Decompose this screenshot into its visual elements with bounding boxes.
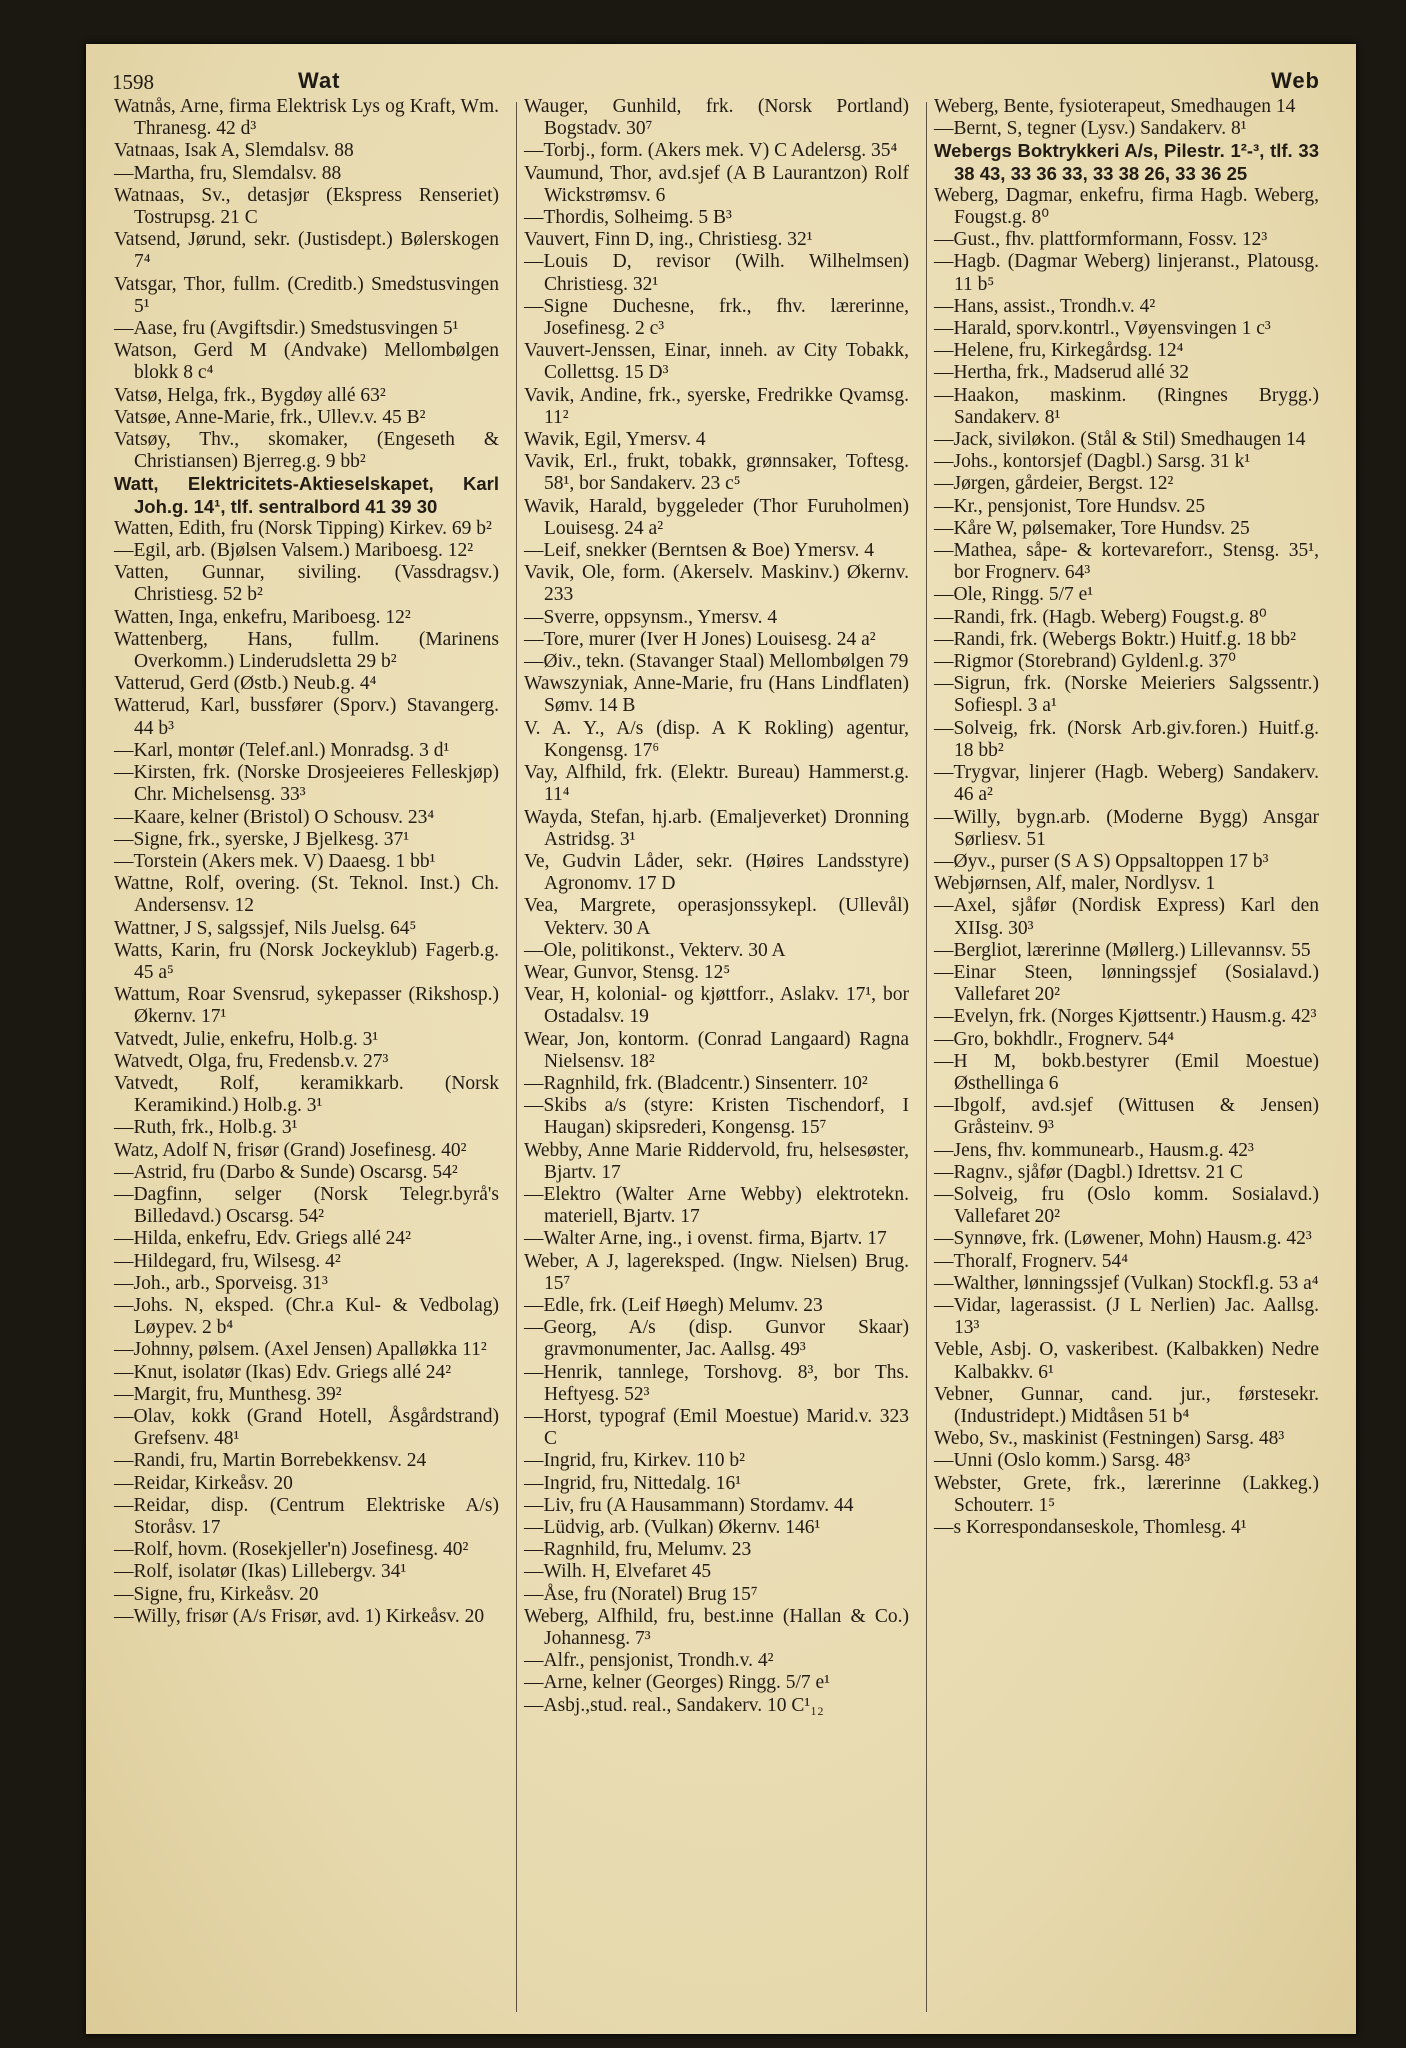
directory-entry: Vaumund, Thor, avd.sjef (A B Laurantzon) Rolf Wickstrømsv. 6: [524, 162, 909, 206]
directory-entry: Vatsø, Helga, frk., Bygdøy allé 63²: [114, 384, 386, 406]
directory-entry: Watvedt, Olga, fru, Fredensb.v. 27³: [114, 1050, 389, 1072]
directory-entry: —Jørgen, gårdeier, Bergst. 12²: [934, 473, 1174, 495]
directory-entry: Vavik, Ole, form. (Akerselv. Maskinv.) Økernv. 233: [524, 562, 909, 606]
directory-entry: —Ingrid, fru, Kirkev. 110 b²: [524, 1450, 746, 1472]
directory-entry: —Walther, lønningssjef (Vulkan) Stockfl.g. 53 a⁴: [934, 1272, 1319, 1294]
directory-entry: —Dagfinn, selger (Norsk Telegr.byrå's Billedavd.) Oscarsg. 54²: [114, 1183, 499, 1228]
directory-entry: Webster, Grete, frk., lærerinne (Lakkeg.) Schouterr. 1⁵: [934, 1472, 1319, 1516]
directory-entry: Vatsend, Jørund, sekr. (Justisdept.) Bølerskogen 7⁴: [114, 229, 499, 273]
page-header: [86, 58, 1356, 98]
column-divider: [516, 102, 517, 2012]
directory-entry: Weberg, Bente, fysioterapeut, Smedhaugen 14: [934, 96, 1296, 117]
directory-entry: —Helene, fru, Kirkegårdsg. 12⁴: [934, 340, 1184, 362]
directory-entry: —Louis D, revisor (Wilh. Wilhelmsen) Christiesg. 32¹: [524, 251, 909, 295]
directory-entry: —Unni (Oslo komm.) Sarsg. 48³: [934, 1450, 1191, 1472]
directory-entry: Watz, Adolf N, frisør (Grand) Josefinesg. 40²: [114, 1139, 467, 1161]
directory-entry: Webjørnsen, Alf, maler, Nordlysv. 1: [934, 873, 1216, 895]
directory-entry: Watts, Karin, fru (Norsk Jockeyklub) Fagerb.g. 45 a⁵: [114, 939, 499, 983]
directory-entry: —Mathea, såpe- & kortevareforr., Stensg. 35¹, bor Frognerv. 64³: [934, 540, 1319, 584]
directory-entry: —Signe, frk., syerske, J Bjelkesg. 37¹: [114, 828, 410, 850]
directory-entry: —Torstein (Akers mek. V) Daaesg. 1 bb¹: [114, 850, 436, 872]
directory-entry: —Jack, siviløkon. (Stål & Stil) Smedhaugen 14: [934, 429, 1306, 451]
directory-entry: Wattner, J S, salgssjef, Nils Juelsg. 64⁵: [114, 917, 417, 939]
directory-entry: Wattum, Roar Svensrud, sykepasser (Rikshosp.) Økernv. 17¹: [114, 984, 499, 1028]
directory-entry: —Ibgolf, avd.sjef (Wittusen & Jensen) Gråsteinv. 9³: [934, 1095, 1319, 1139]
directory-entry: Watnås, Arne, firma Elektrisk Lys og Kraft, Wm. Thranesg. 42 d³: [114, 96, 499, 140]
directory-entry: —Olav, kokk (Grand Hotell, Åsgårdstrand) Grefsenv. 48¹: [114, 1405, 499, 1450]
directory-entry: Wavik, Harald, byggeleder (Thor Furuholmen) Louisesg. 24 a²: [524, 495, 909, 539]
directory-entry: —Torbj., form. (Akers mek. V) C Adelersg. 35⁴: [524, 140, 898, 162]
directory-entry: —s Korrespondanseskole, Thomlesg. 4¹: [934, 1517, 1247, 1538]
directory-entry: —Evelyn, frk. (Norges Kjøttsentr.) Hausm.g. 42³: [934, 1006, 1317, 1028]
directory-entry: —Lüdvig, arb. (Vulkan) Økernv. 146¹: [524, 1517, 821, 1538]
directory-entry: —Henrik, tannlege, Torshovg. 8³, bor Ths. Heftyesg. 52³: [524, 1361, 909, 1405]
directory-entry: Vatten, Gunnar, siviling. (Vassdragsv.) Christiesg. 52 b²: [114, 562, 499, 606]
directory-entry: —Georg, A/s (disp. Gunvor Skaar) gravmonumenter, Jac. Aallsg. 49³: [524, 1317, 909, 1361]
directory-entry: Webby, Anne Marie Riddervold, fru, helsesøster, Bjartv. 17: [524, 1139, 909, 1183]
directory-entry: —Trygvar, linjerer (Hagb. Weberg) Sandakerv. 46 a²: [934, 762, 1319, 806]
directory-entry: —H M, bokb.bestyrer (Emil Moestue) Østhellinga 6: [934, 1050, 1319, 1094]
directory-entry: Watnaas, Sv., detasjør (Ekspress Renseriet) Tostrupsg. 21 C: [114, 184, 499, 229]
directory-entry: Vatterud, Gerd (Østb.) Neub.g. 4⁴: [114, 673, 377, 695]
directory-entry: Vebner, Gunnar, cand. jur., førstesekr. (Industridept.) Midtåsen 51 b⁴: [934, 1383, 1319, 1427]
directory-entry: Weber, A J, lagereksped. (Ingw. Nielsen) Brug. 15⁷: [524, 1250, 909, 1294]
directory-entry: —Solveig, frk. (Norsk Arb.giv.foren.) Huitf.g. 18 bb²: [934, 717, 1319, 761]
directory-entry: —Øyv., purser (S A S) Oppsaltoppen 17 b³: [934, 850, 1269, 872]
directory-entry: —Harald, sporv.kontrl., Vøyensvingen 1 c³: [934, 318, 1271, 340]
directory-entry: —Solveig, fru (Oslo komm. Sosialavd.) Vallefaret 20²: [934, 1183, 1319, 1228]
directory-entry: —Kaare, kelner (Bristol) O Schousv. 23⁴: [114, 806, 435, 828]
directory-entry: —Bernt, S, tegner (Lysv.) Sandakerv. 8¹: [934, 118, 1247, 140]
directory-entry: —Bergliot, lærerinne (Møllerg.) Lillevannsv. 55: [934, 939, 1311, 961]
directory-entry: —Leif, snekker (Berntsen & Boe) Ymersv. 4: [524, 540, 875, 562]
directory-entry: —Hilda, enkefru, Edv. Griegs allé 24²: [114, 1228, 411, 1250]
directory-entry: —Joh., arb., Sporveisg. 31³: [114, 1272, 328, 1294]
directory-entry: —Haakon, maskinm. (Ringnes Brygg.) Sandakerv. 8¹: [934, 384, 1319, 428]
directory-entry: —Rigmor (Storebrand) Gyldenl.g. 37⁰: [934, 651, 1236, 673]
directory-entry: Vea, Margrete, operasjonssykepl. (Ullevål) Vekterv. 30 A: [524, 895, 909, 939]
directory-entry: Watten, Inga, enkefru, Mariboesg. 12²: [114, 606, 411, 628]
directory-entry: —Johs., kontorsjef (Dagbl.) Sarsg. 31 k¹: [934, 451, 1251, 473]
directory-entry: Wear, Gunvor, Stensg. 12⁵: [524, 961, 731, 983]
directory-entry: —Ole, Ringg. 5/7 e¹: [934, 584, 1094, 606]
directory-entry: —Signe Duchesne, frk., fhv. lærerinne, Josefinesg. 2 c³: [524, 295, 909, 340]
directory-page: [86, 44, 1356, 2034]
directory-entry: —Øiv., tekn. (Stavanger Staal) Mellombølgen 79: [524, 651, 909, 673]
directory-entry: —Hertha, frk., Madserud allé 32: [934, 362, 1190, 384]
directory-entry: Vauvert, Finn D, ing., Christiesg. 32¹: [524, 229, 813, 251]
directory-entry: —Rolf, hovm. (Rosekjeller'n) Josefinesg. 40²: [114, 1539, 469, 1561]
directory-entry: —Gust., fhv. plattformformann, Fossv. 12³: [934, 229, 1268, 251]
directory-entry: Vatsøe, Anne-Marie, frk., Ullev.v. 45 B²: [114, 406, 426, 428]
directory-entry: Weberg, Dagmar, enkefru, firma Hagb. Weberg, Fougst.g. 8⁰: [934, 184, 1319, 229]
directory-entry: —Rolf, isolatør (Ikas) Lillebergv. 34¹: [114, 1561, 407, 1583]
directory-entry: Vatsgar, Thor, fullm. (Creditb.) Smedstusvingen 5¹: [114, 273, 499, 317]
directory-entry: —Einar Steen, lønningssjef (Sosialavd.) Vallefaret 20²: [934, 961, 1319, 1006]
directory-entry: —Hildegard, fru, Wilsesg. 4²: [114, 1250, 341, 1272]
directory-entry: —Ole, politikonst., Vekterv. 30 A: [524, 939, 786, 961]
directory-entry: —Kåre W, pølsemaker, Tore Hundsv. 25: [934, 517, 1250, 539]
right-guide-word: Web: [1270, 68, 1320, 93]
page-number: 1598: [112, 70, 154, 94]
directory-entry: Vavik, Andine, frk., syerske, Fredrikke Qvamsg. 11²: [524, 384, 909, 428]
directory-entry: Vatnaas, Isak A, Slemdalsv. 88: [114, 140, 354, 162]
directory-entry: —Ragnv., sjåfør (Dagbl.) Idrettsv. 21 C: [934, 1161, 1243, 1183]
directory-entry: —Ruth, frk., Holb.g. 3¹: [114, 1117, 298, 1139]
directory-entry: —Sverre, oppsynsm., Ymersv. 4: [524, 606, 778, 628]
column-2: [524, 96, 909, 1717]
directory-entry: —Hagb. (Dagmar Weberg) linjeranst., Platousg. 11 b⁵: [934, 251, 1319, 295]
directory-entry: Watson, Gerd M (Andvake) Mellombølgen blokk 8 c⁴: [114, 340, 499, 384]
directory-entry: —Jens, fhv. kommunearb., Hausm.g. 42³: [934, 1139, 1254, 1161]
directory-entry: —Randi, frk. (Webergs Boktr.) Huitf.g. 18 bb²: [934, 628, 1296, 650]
directory-entry: —Martha, fru, Slemdalsv. 88: [114, 162, 342, 184]
directory-entry: Webergs Boktrykkeri A/s, Pilestr. 1²-³, tlf. 33 38 43, 33 36 33, 33 38 26, 33 36 25: [934, 140, 1319, 184]
directory-entry: Watten, Edith, fru (Norsk Tipping) Kirkev. 69 b²: [114, 517, 492, 539]
directory-entry: —Karl, montør (Telef.anl.) Monradsg. 3 d¹: [114, 739, 450, 761]
directory-entry: V. A. Y., A/s (disp. A K Rokling) agentur, Kongensg. 17⁶: [524, 717, 909, 761]
directory-entry: —Willy, frisør (A/s Frisør, avd. 1) Kirkeåsv. 20: [114, 1605, 485, 1627]
directory-entry: Wawszyniak, Anne-Marie, fru (Hans Lindflaten) Sømv. 14 B: [524, 673, 909, 717]
directory-entry: —Wilh. H, Elvefaret 45: [524, 1561, 712, 1583]
directory-entry: Vear, H, kolonial- og kjøttforr., Aslakv. 17¹, bor Ostadalsv. 19: [524, 984, 909, 1028]
directory-entry: Wattenberg, Hans, fullm. (Marinens Overkomm.) Linderudsletta 29 b²: [114, 628, 499, 673]
directory-entry: —Reidar, Kirkeåsv. 20: [114, 1472, 293, 1494]
directory-entry: —Johnny, pølsem. (Axel Jensen) Apalløkka 11²: [114, 1339, 487, 1361]
directory-entry: —Willy, bygn.arb. (Moderne Bygg) Ansgar Sørliesv. 51: [934, 806, 1319, 850]
directory-entry: —Randi, frk. (Hagb. Weberg) Fougst.g. 8⁰: [934, 606, 1267, 628]
column-1: [114, 96, 499, 1628]
directory-entry: Vavik, Erl., frukt, tobakk, grønnsaker, Toftesg. 58¹, bor Sandakerv. 23 c⁵: [524, 451, 909, 495]
directory-entry: Ve, Gudvin Låder, sekr. (Høires Landsstyre) Agronomv. 17 D: [524, 850, 909, 895]
directory-entry: —Ragnhild, fru, Melumv. 23: [524, 1539, 752, 1561]
directory-entry: Wayda, Stefan, hj.arb. (Emaljeverket) Dronning Astridsg. 3¹: [524, 806, 909, 850]
directory-entry: —Liv, fru (A Hausammann) Stordamv. 44: [524, 1494, 854, 1516]
directory-entry: —Randi, fru, Martin Borrebekkensv. 24: [114, 1450, 427, 1472]
directory-entry: —Ingrid, fru, Nittedalg. 16¹: [524, 1472, 742, 1494]
directory-entry: Webo, Sv., maskinist (Festningen) Sarsg. 48³: [934, 1428, 1285, 1450]
directory-entry: —Egil, arb. (Bjølsen Valsem.) Mariboesg. 12²: [114, 540, 474, 562]
directory-entry: —Aase, fru (Avgiftsdir.) Smedstusvingen 5¹: [114, 318, 459, 340]
directory-entry: Veble, Asbj. O, vaskeribest. (Kalbakken) Nedre Kalbakkv. 6¹: [934, 1339, 1319, 1383]
directory-entry: Vatvedt, Julie, enkefru, Holb.g. 3¹: [114, 1028, 379, 1050]
left-guide-word: Wat: [298, 68, 341, 93]
directory-entry: Wavik, Egil, Ymersv. 4: [524, 429, 706, 451]
directory-entry: —Vidar, lagerassist. (J L Nerlien) Jac. Aallsg. 13³: [934, 1294, 1319, 1339]
column-3: [934, 96, 1319, 1539]
directory-entry: Wattne, Rolf, overing. (St. Teknol. Inst.) Ch. Andersensv. 12: [114, 873, 499, 917]
directory-entry: —Axel, sjåfør (Nordisk Express) Karl den XIIsg. 30³: [934, 895, 1319, 939]
directory-entry: —Åse, fru (Noratel) Brug 15⁷: [524, 1583, 758, 1605]
directory-entry: —Skibs a/s (styre: Kristen Tischendorf, I Haugan) skipsrederi, Kongensg. 15⁷: [524, 1095, 909, 1139]
directory-entry: —Reidar, disp. (Centrum Elektriske A/s) Storåsv. 17: [114, 1494, 499, 1538]
directory-entry: —Kr., pensjonist, Tore Hundsv. 25: [934, 495, 1206, 517]
directory-entry: —Elektro (Walter Arne Webby) elektrotekn. materiell, Bjartv. 17: [524, 1183, 909, 1228]
directory-entry: Watterud, Karl, bussfører (Sporv.) Stavangerg. 44 b³: [114, 695, 499, 739]
directory-entry: —Thordis, Solheimg. 5 B³: [524, 207, 732, 229]
directory-entry: —Arne, kelner (Georges) Ringg. 5/7 e¹: [524, 1672, 831, 1694]
directory-entry: Wear, Jon, kontorm. (Conrad Langaard) Ragna Nielsensv. 18²: [524, 1028, 909, 1072]
directory-entry: Wauger, Gunhild, frk. (Norsk Portland) Bogstadv. 30⁷: [524, 96, 909, 140]
directory-entry: —Ragnhild, frk. (Bladcentr.) Sinsenterr. 10²: [524, 1072, 868, 1094]
directory-entry: Vauvert-Jenssen, Einar, inneh. av City Tobakk, Collettsg. 15 D³: [524, 340, 909, 384]
directory-entry: —Sigrun, frk. (Norske Meieriers Salgssentr.) Sofiespl. 3 a¹: [934, 673, 1319, 717]
directory-entry: —Walter Arne, ing., i ovenst. firma, Bjartv. 17: [524, 1228, 887, 1250]
directory-entry: —Asbj.,stud. real., Sandakerv. 10 C¹₁₂: [524, 1694, 824, 1716]
column-divider: [926, 102, 927, 2012]
directory-entry: Watt, Elektricitets-Aktieselskapet, Karl Joh.g. 14¹, tlf. sentralbord 41 39 30: [114, 473, 499, 517]
directory-entry: —Signe, fru, Kirkeåsv. 20: [114, 1583, 319, 1605]
directory-entry: —Kirsten, frk. (Norske Drosjeeieres Felleskjøp) Chr. Michelsensg. 33³: [114, 762, 499, 806]
directory-entry: Weberg, Alfhild, fru, best.inne (Hallan & Co.) Johannesg. 7³: [524, 1605, 909, 1650]
directory-entry: —Thoralf, Frognerv. 54⁴: [934, 1250, 1128, 1272]
directory-entry: —Knut, isolatør (Ikas) Edv. Griegs allé 24²: [114, 1361, 452, 1383]
directory-entry: —Alfr., pensjonist, Trondh.v. 4²: [524, 1650, 774, 1672]
directory-entry: —Gro, bokhdlr., Frognerv. 54⁴: [934, 1028, 1175, 1050]
directory-entry: —Hans, assist., Trondh.v. 4²: [934, 295, 1156, 317]
directory-entry: Vatsøy, Thv., skomaker, (Engeseth & Christiansen) Bjerreg.g. 9 bb²: [114, 429, 499, 473]
directory-entry: —Edle, frk. (Leif Høegh) Melumv. 23: [524, 1294, 823, 1316]
directory-entry: —Synnøve, frk. (Løwener, Mohn) Hausm.g. 42³: [934, 1228, 1312, 1250]
directory-entry: —Johs. N, eksped. (Chr.a Kul- & Vedbolag) Løypev. 2 b⁴: [114, 1294, 499, 1339]
directory-entry: —Astrid, fru (Darbo & Sunde) Oscarsg. 54²: [114, 1161, 458, 1183]
directory-entry: —Horst, typograf (Emil Moestue) Marid.v. 323 C: [524, 1405, 909, 1450]
directory-entry: —Margit, fru, Munthesg. 39²: [114, 1383, 342, 1405]
directory-entry: Vatvedt, Rolf, keramikkarb. (Norsk Keramikind.) Holb.g. 3¹: [114, 1072, 499, 1117]
directory-entry: Vay, Alfhild, frk. (Elektr. Bureau) Hammerst.g. 11⁴: [524, 762, 909, 806]
directory-entry: —Tore, murer (Iver H Jones) Louisesg. 24 a²: [524, 628, 876, 650]
